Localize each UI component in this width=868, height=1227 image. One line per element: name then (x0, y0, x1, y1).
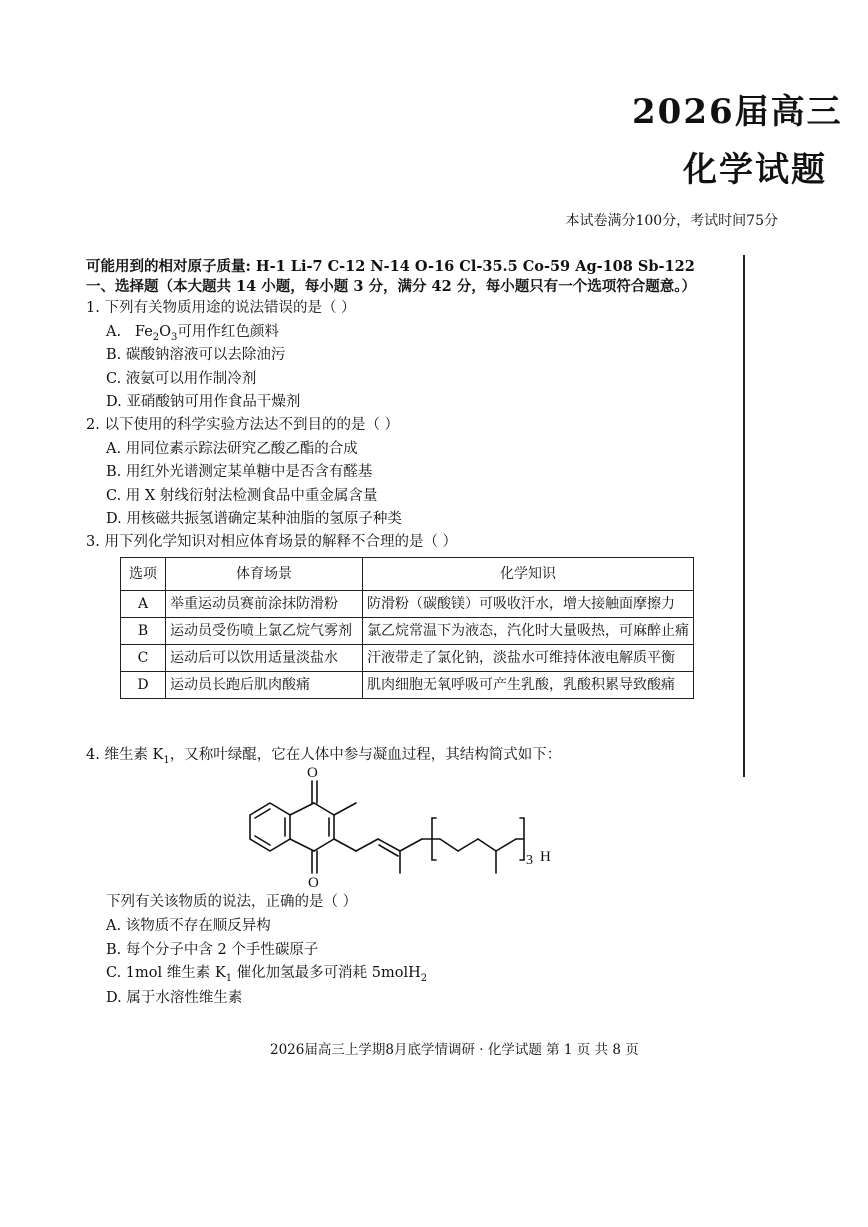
table-row (121, 618, 694, 645)
vitamin-k1-structure (230, 760, 570, 890)
q4-option-b: B. 每个分子中含 2 个手性碳原子 (106, 942, 319, 958)
table-row (121, 672, 694, 699)
benzene-ring (250, 803, 290, 851)
q3-table-header (121, 558, 694, 591)
q3-table (120, 557, 694, 699)
q4-question: 下列有关该物质的说法，正确的是（ ） (106, 894, 358, 910)
q3-row-option: B (121, 618, 166, 645)
q2-stem: 2. 以下使用的科学实验方法达不到目的的是（ ） (86, 417, 400, 433)
q3-row-knowledge: 肌肉细胞无氧呼吸可产生乳酸，乳酸积累导致酸痛 (363, 672, 694, 699)
q3-row-knowledge: 氯乙烷常温下为液态，汽化时大量吸热，可麻醉止痛 (363, 618, 694, 645)
q3-stem: 3. 用下列化学知识对相应体育场景的解释不合理的是（ ） (86, 534, 458, 550)
q2-option-a: A. 用同位素示踪法研究乙酸乙酯的合成 (106, 441, 358, 457)
table-row (121, 591, 694, 618)
q3-row-knowledge: 防滑粉（碳酸镁）可吸收汗水，增大接触面摩擦力 (363, 591, 694, 618)
q4-option-d: D. 属于水溶性维生素 (106, 990, 243, 1006)
hydrogen-label: H (540, 849, 551, 865)
exam-info: 本试卷满分100分，考试时间75分 (565, 213, 778, 229)
q3-row-option: C (121, 645, 166, 672)
q4-stem: 4. 维生素 $K_1$，又称叶绿醌，它在人体中参与凝血过程，其结构简式如下： (86, 747, 562, 766)
q1-option-b: B. 碳酸钠溶液可以去除油污 (106, 347, 286, 363)
q1-stem: 1. 下列有关物质用途的说法错误的是（ ） (86, 300, 356, 316)
q3-row-scene: 举重运动员赛前涂抹防滑粉 (166, 591, 363, 618)
oxygen-top-label: O (307, 765, 318, 781)
exam-title-line1: 2026届高三 (632, 92, 843, 132)
q4-option-a: A. 该物质不存在顺反异构 (106, 918, 271, 934)
q3-header-knowledge: 化学知识 (363, 558, 694, 591)
q3-row-option: D (121, 672, 166, 699)
section-heading: 一、选择题（本大题共 14 小题，每小题 3 分，满分 42 分，每小题只有一个选项符合题意。） (86, 278, 696, 295)
q1-option-a: A. $Fe_2O_3$可用作红色颜料 (106, 324, 279, 343)
oxygen-bottom-label: O (308, 875, 319, 890)
page-footer: 2026届高三上学期8月底学情调研 · 化学试题 第 1 页 共 8 页 (270, 1042, 639, 1058)
q1-option-c: C. 液氨可以用作制冷剂 (106, 371, 257, 387)
q3-row-option: A (121, 591, 166, 618)
q3-header-scene: 体育场景 (166, 558, 363, 591)
q2-option-c: C. 用 X 射线衍射法检测食品中重金属含量 (106, 488, 378, 504)
q4-option-c: C. 1mol 维生素 $K_1$ 催化加氢最多可消耗 5molH$_2$ (106, 965, 428, 984)
q3-row-scene: 运动员长跑后肌肉酸痛 (166, 672, 363, 699)
q3-header-option: 选项 (121, 558, 166, 591)
binding-margin-line (743, 255, 745, 777)
exam-title-line2: 化学试题 (683, 150, 827, 190)
q3-row-scene: 运动后可以饮用适量淡盐水 (166, 645, 363, 672)
atomic-masses: 可能用到的相对原子质量: H-1 Li-7 C-12 N-14 O-16 Cl-35.5 Co-59 Ag-108 Sb-122 (86, 258, 695, 275)
q2-option-d: D. 用核磁共振氢谱确定某种油脂的氢原子种类 (106, 511, 402, 527)
q3-row-scene: 运动员受伤喷上氯乙烷气雾剂 (166, 618, 363, 645)
q3-row-knowledge: 汗液带走了氯化钠，淡盐水可维持体液电解质平衡 (363, 645, 694, 672)
repeat-count-label: 3 (526, 853, 533, 868)
q2-option-b: B. 用红外光谱测定某单糖中是否含有醛基 (106, 464, 373, 480)
q1-option-d: D. 亚硝酸钠可用作食品干燥剂 (106, 394, 301, 410)
table-row (121, 645, 694, 672)
